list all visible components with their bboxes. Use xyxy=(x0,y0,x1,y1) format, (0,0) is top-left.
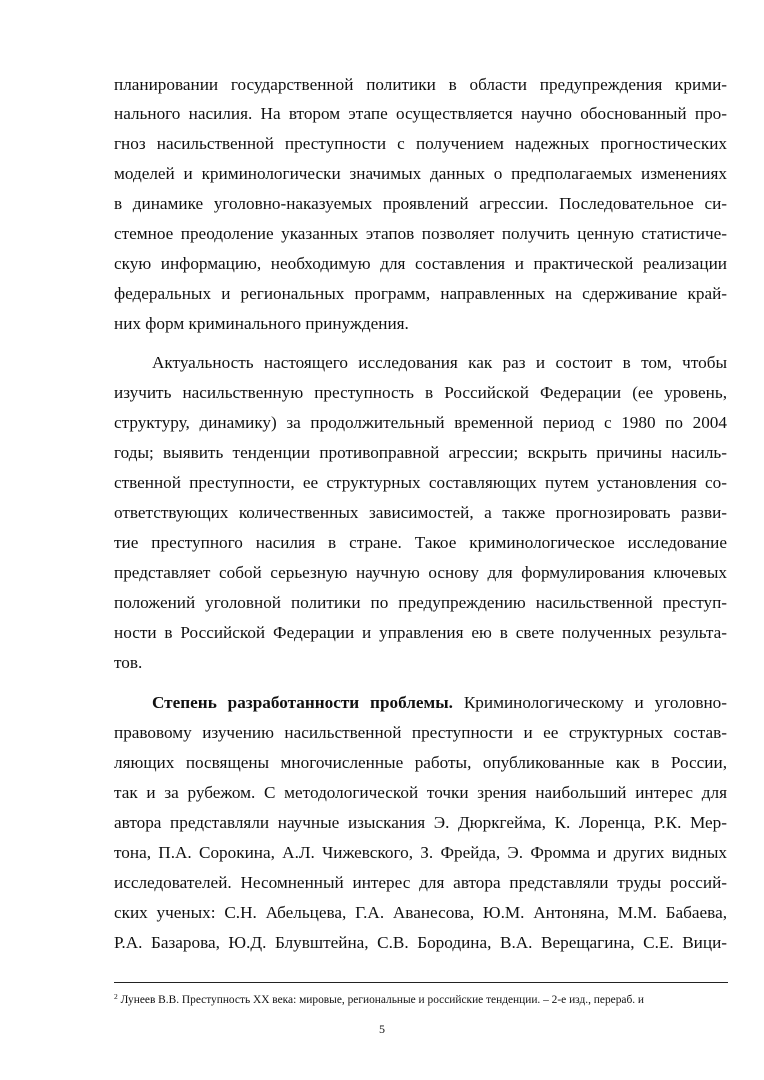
text-line: ности в Российской Федерации и управления ею в свете полученных результа- xyxy=(114,623,727,642)
text-line: положений уголовной политики по предупреждению насильственной преступ- xyxy=(114,593,727,612)
footnote-mark: 2 xyxy=(114,992,118,1001)
footnote-text: Лунеев В.В. Преступность XX века: мировые, региональные и российские тенденции. – 2-е изд., перераб. и xyxy=(117,994,645,1006)
text-line: нального насилия. На втором этапе осуществляется научно обоснованный про- xyxy=(114,104,727,123)
text-line: Р.А. Базарова, Ю.Д. Блувштейна, С.В. Бородина, В.А. Верещагина, С.Е. Вици- xyxy=(114,933,727,952)
text-line: ственной преступности, ее структурных составляющих путем установления со- xyxy=(114,473,727,492)
text-line: гноз насильственной преступности с получением надежных прогностических xyxy=(114,134,727,153)
paragraph-first-line: Актуальность настоящего исследования как раз и состоит в том, чтобы xyxy=(152,353,727,372)
text-line: ских ученых: С.Н. Абельцева, Г.А. Аванесова, Ю.М. Антоняна, М.М. Бабаева, xyxy=(114,903,727,922)
text-line: тие преступного насилия в стране. Такое криминологическое исследование xyxy=(114,533,727,552)
text-line: стемное преодоление указанных этапов позволяет получить ценную статистиче- xyxy=(114,224,727,243)
text-line: правовому изучению насильственной преступности и ее структурных состав- xyxy=(114,723,727,742)
text-line: скую информацию, необходимую для составления и практической реализации xyxy=(114,254,727,273)
text-line: в динамике уголовно-наказуемых проявлений агрессии. Последовательное си- xyxy=(114,194,727,213)
footnote xyxy=(114,990,728,1007)
text-line: ответствующих количественных зависимостей, а также прогнозировать разви- xyxy=(114,503,727,522)
text-line: представляет собой серьезную научную основу для формулирования ключевых xyxy=(114,563,727,582)
text-line: исследователей. Несомненный интерес для автора представляли труды россий- xyxy=(114,873,727,892)
text-line: автора представляли научные изыскания Э. Дюркгейма, К. Лоренца, Р.К. Мер- xyxy=(114,813,727,832)
text-line: так и за рубежом. С методологической точки зрения наибольший интерес для xyxy=(114,783,727,802)
text-line: тов. xyxy=(114,653,143,672)
text-line: них форм криминального принуждения. xyxy=(114,314,409,333)
text-line: ляющих посвящены многочисленные работы, опубликованные как в России, xyxy=(114,753,727,772)
text-line: годы; выявить тенденции противоправной агрессии; вскрыть причины насиль- xyxy=(114,443,727,462)
text-line: изучить насильственную преступность в Российской Федерации (ее уровень, xyxy=(114,383,727,402)
paragraph-first-line xyxy=(152,693,727,713)
section-heading: Степень разработанности проблемы. xyxy=(152,693,453,712)
text-span: Криминологическому и уголовно- xyxy=(463,693,727,712)
text-line: тона, П.А. Сорокина, А.Л. Чижевского, З. Фрейда, Э. Фромма и других видных xyxy=(114,843,727,862)
text-line: моделей и криминологически значимых данных о предполагаемых изменениях xyxy=(114,164,727,183)
footnote-separator xyxy=(114,982,728,983)
text-line: федеральных и региональных программ, направленных на сдерживание край- xyxy=(114,284,727,303)
text-line: структуру, динамику) за продолжительный временной период с 1980 по 2004 xyxy=(114,413,727,432)
text-line: планировании государственной политики в области предупреждения крими- xyxy=(114,75,727,94)
page-number: 5 xyxy=(379,1022,385,1036)
